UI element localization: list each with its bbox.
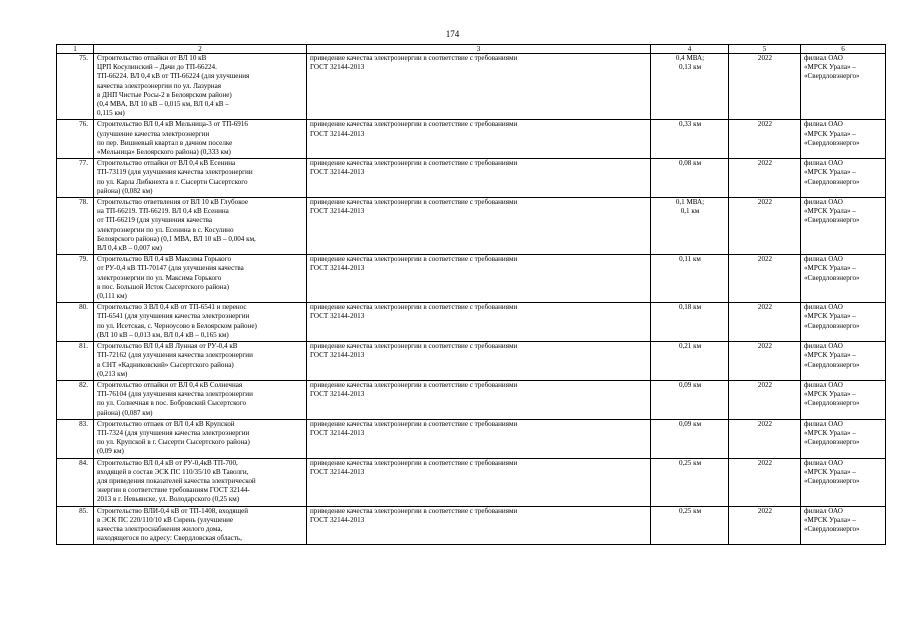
- purpose-cell: приведение качества электроэнергии в соответствие с требованиями ГОСТ 32144-2013: [307, 303, 651, 342]
- organization-cell: филиал ОАО «МРСК Урала» – «Свердловэнерго»: [801, 120, 886, 159]
- row-number: 84.: [57, 458, 94, 506]
- year-cell: 2022: [729, 198, 801, 255]
- column-header-organization: 6: [801, 45, 886, 54]
- column-header-volume: 4: [651, 45, 729, 54]
- purpose-cell: приведение качества электроэнергии в соответствие с требованиями ГОСТ 32144-2013: [307, 342, 651, 381]
- purpose-cell: приведение качества электроэнергии в соответствие с требованиями ГОСТ 32144-2013: [307, 380, 651, 419]
- table-row: [57, 419, 886, 458]
- row-number: 78.: [57, 198, 94, 255]
- volume-cell: 0,18 км: [651, 303, 729, 342]
- column-header-project-name: 2: [94, 45, 307, 54]
- row-number: 79.: [57, 255, 94, 303]
- year-cell: 2022: [729, 159, 801, 198]
- purpose-cell: приведение качества электроэнергии в соответствие с требованиями ГОСТ 32144-2013: [307, 458, 651, 506]
- row-number: 77.: [57, 159, 94, 198]
- project-name-cell: Строительство ВЛ 0,4 кВ Лунная от РУ-0,4 кВ ТП-72162 (для улучшения качества электроэнергии в СНТ «Кадниковский» Сысертского района) (0,213 км): [94, 342, 307, 381]
- year-cell: 2022: [729, 380, 801, 419]
- year-cell: 2022: [729, 255, 801, 303]
- column-header-year: 5: [729, 45, 801, 54]
- project-name-cell: Строительство отпайки от ВЛ 10 кВ ЦРП Косулинский – Дачи до ТП-66224. ТП-66224. ВЛ 0,4 кВ от ТП-66224 (для улучшения качества электроэнергии по ул. Лазурная в ДНП Чистые Росы-2 в Белоярском районе) (0,4 МВА, ВЛ 10 кВ – 0,015 км, ВЛ 0,4 кВ – 0,115 км): [94, 54, 307, 120]
- volume-cell: 0,21 км: [651, 342, 729, 381]
- year-cell: 2022: [729, 506, 801, 545]
- project-name-cell: Строительство отпайки от ВЛ 0,4 кВ Солнечная ТП-76104 (для улучшения качества электроэнергии по ул. Солнечная в пос. Бобровский Сысертского района) (0,087 км): [94, 380, 307, 419]
- organization-cell: филиал ОАО «МРСК Урала» – «Свердловэнерго»: [801, 159, 886, 198]
- row-number: 81.: [57, 342, 94, 381]
- investment-program-table: [56, 44, 886, 545]
- page-number: 174: [445, 29, 460, 39]
- table-row: [57, 506, 886, 545]
- volume-cell: 0,4 МВА; 0,13 км: [651, 54, 729, 120]
- volume-cell: 0,09 км: [651, 419, 729, 458]
- row-number: 82.: [57, 380, 94, 419]
- year-cell: 2022: [729, 458, 801, 506]
- year-cell: 2022: [729, 342, 801, 381]
- organization-cell: филиал ОАО «МРСК Урала» – «Свердловэнерго»: [801, 198, 886, 255]
- project-name-cell: Строительство отпайки от ВЛ 0,4 кВ Есенина ТП-73119 (для улучшения качества электроэнергии по ул. Карла Либкнехта в г. Сысерти Сысертского района) (0,082 км): [94, 159, 307, 198]
- volume-cell: 0,09 км: [651, 380, 729, 419]
- row-number: 75.: [57, 54, 94, 120]
- year-cell: 2022: [729, 419, 801, 458]
- project-name-cell: Строительство ВЛ 0,4 кВ от РУ-0,4кВ ТП-700, входящей в состав ЭСК ПС 110/35/10 кВ Таволги, для приведения показателей качества электрической энергии в соответствие требованиям ГОСТ 32144- 2013 в г. Невьянске, ул. Володарского (0,25 км): [94, 458, 307, 506]
- volume-cell: 0,11 км: [651, 255, 729, 303]
- year-cell: 2022: [729, 120, 801, 159]
- row-number: 80.: [57, 303, 94, 342]
- project-name-cell: Строительство ВЛ 0,4 кВ Мельница-3 от ТП-6916 (улучшение качества электроэнергии по пер. Вишневый квартал в дачном поселке «Мельница» Белоярского района) (0,333 км): [94, 120, 307, 159]
- table-row: [57, 303, 886, 342]
- row-number: 85.: [57, 506, 94, 545]
- organization-cell: филиал ОАО «МРСК Урала» – «Свердловэнерго»: [801, 54, 886, 120]
- purpose-cell: приведение качества электроэнергии в соответствие с требованиями ГОСТ 32144-2013: [307, 255, 651, 303]
- volume-cell: 0,08 км: [651, 159, 729, 198]
- table-row: [57, 342, 886, 381]
- column-header-number: 1: [57, 45, 94, 54]
- purpose-cell: приведение качества электроэнергии в соответствие с требованиями ГОСТ 32144-2013: [307, 159, 651, 198]
- table-row: [57, 159, 886, 198]
- row-number: 76.: [57, 120, 94, 159]
- volume-cell: 0,25 км: [651, 506, 729, 545]
- organization-cell: филиал ОАО «МРСК Урала» – «Свердловэнерго»: [801, 506, 886, 545]
- header-row: [57, 45, 886, 54]
- table-row: [57, 54, 886, 120]
- table-row: [57, 380, 886, 419]
- purpose-cell: приведение качества электроэнергии в соответствие с требованиями ГОСТ 32144-2013: [307, 54, 651, 120]
- volume-cell: 0,1 МВА; 0,1 км: [651, 198, 729, 255]
- table-row: [57, 458, 886, 506]
- project-name-cell: Строительство ответвления от ВЛ 10 кВ Глубокое на ТП-66219. ТП-66219. ВЛ 0,4 кВ Есенина от ТП-66219 (для улучшения качества электроэнергии по ул. Есенина в с. Косулино Белоярского района) (0,1 МВА, ВЛ 10 кВ – 0,004 км, ВЛ 0,4 кВ – 0,007 км): [94, 198, 307, 255]
- purpose-cell: приведение качества электроэнергии в соответствие с требованиями ГОСТ 32144-2013: [307, 419, 651, 458]
- project-name-cell: Строительство ВЛИ-0,4 кВ от ТП-1408, входящей в ЭСК ПС 220/110/10 кВ Сирень (улучшение качества электроснабжения жилого дома, находящегося по адресу: Свердловская область,: [94, 506, 307, 545]
- row-number: 83.: [57, 419, 94, 458]
- year-cell: 2022: [729, 54, 801, 120]
- organization-cell: филиал ОАО «МРСК Урала» – «Свердловэнерго»: [801, 303, 886, 342]
- volume-cell: 0,33 км: [651, 120, 729, 159]
- project-name-cell: Строительство 3 ВЛ 0,4 кВ от ТП-6541 и перенос ТП-6541 (для улучшения качества электроэнергии по ул. Исетская, с. Черноусово в Белоярском районе) (ВЛ 10 кВ – 0,013 км, ВЛ 0,4 кВ – 0,165 км): [94, 303, 307, 342]
- year-cell: 2022: [729, 303, 801, 342]
- organization-cell: филиал ОАО «МРСК Урала» – «Свердловэнерго»: [801, 255, 886, 303]
- organization-cell: филиал ОАО «МРСК Урала» – «Свердловэнерго»: [801, 380, 886, 419]
- column-header-purpose: 3: [307, 45, 651, 54]
- organization-cell: филиал ОАО «МРСК Урала» – «Свердловэнерго»: [801, 458, 886, 506]
- project-name-cell: Строительство ВЛ 0,4 кВ Максима Горького от РУ-0,4 кВ ТП-70147 (для улучшения качества электроэнергии по ул. Максима Горького в пос. Большой Исток Сысертского района) (0,111 км): [94, 255, 307, 303]
- table-row: [57, 255, 886, 303]
- volume-cell: 0,25 км: [651, 458, 729, 506]
- table-row: [57, 120, 886, 159]
- project-name-cell: Строительство отпаек от ВЛ 0,4 кВ Крупской ТП-7324 (для улучшения качества электроэнергии по ул. Крупской в г. Сысерти Сысертского района) (0,09 км): [94, 419, 307, 458]
- organization-cell: филиал ОАО «МРСК Урала» – «Свердловэнерго»: [801, 342, 886, 381]
- table-row: [57, 198, 886, 255]
- purpose-cell: приведение качества электроэнергии в соответствие с требованиями ГОСТ 32144-2013: [307, 506, 651, 545]
- purpose-cell: приведение качества электроэнергии в соответствие с требованиями ГОСТ 32144-2013: [307, 198, 651, 255]
- purpose-cell: приведение качества электроэнергии в соответствие с требованиями ГОСТ 32144-2013: [307, 120, 651, 159]
- organization-cell: филиал ОАО «МРСК Урала» – «Свердловэнерго»: [801, 419, 886, 458]
